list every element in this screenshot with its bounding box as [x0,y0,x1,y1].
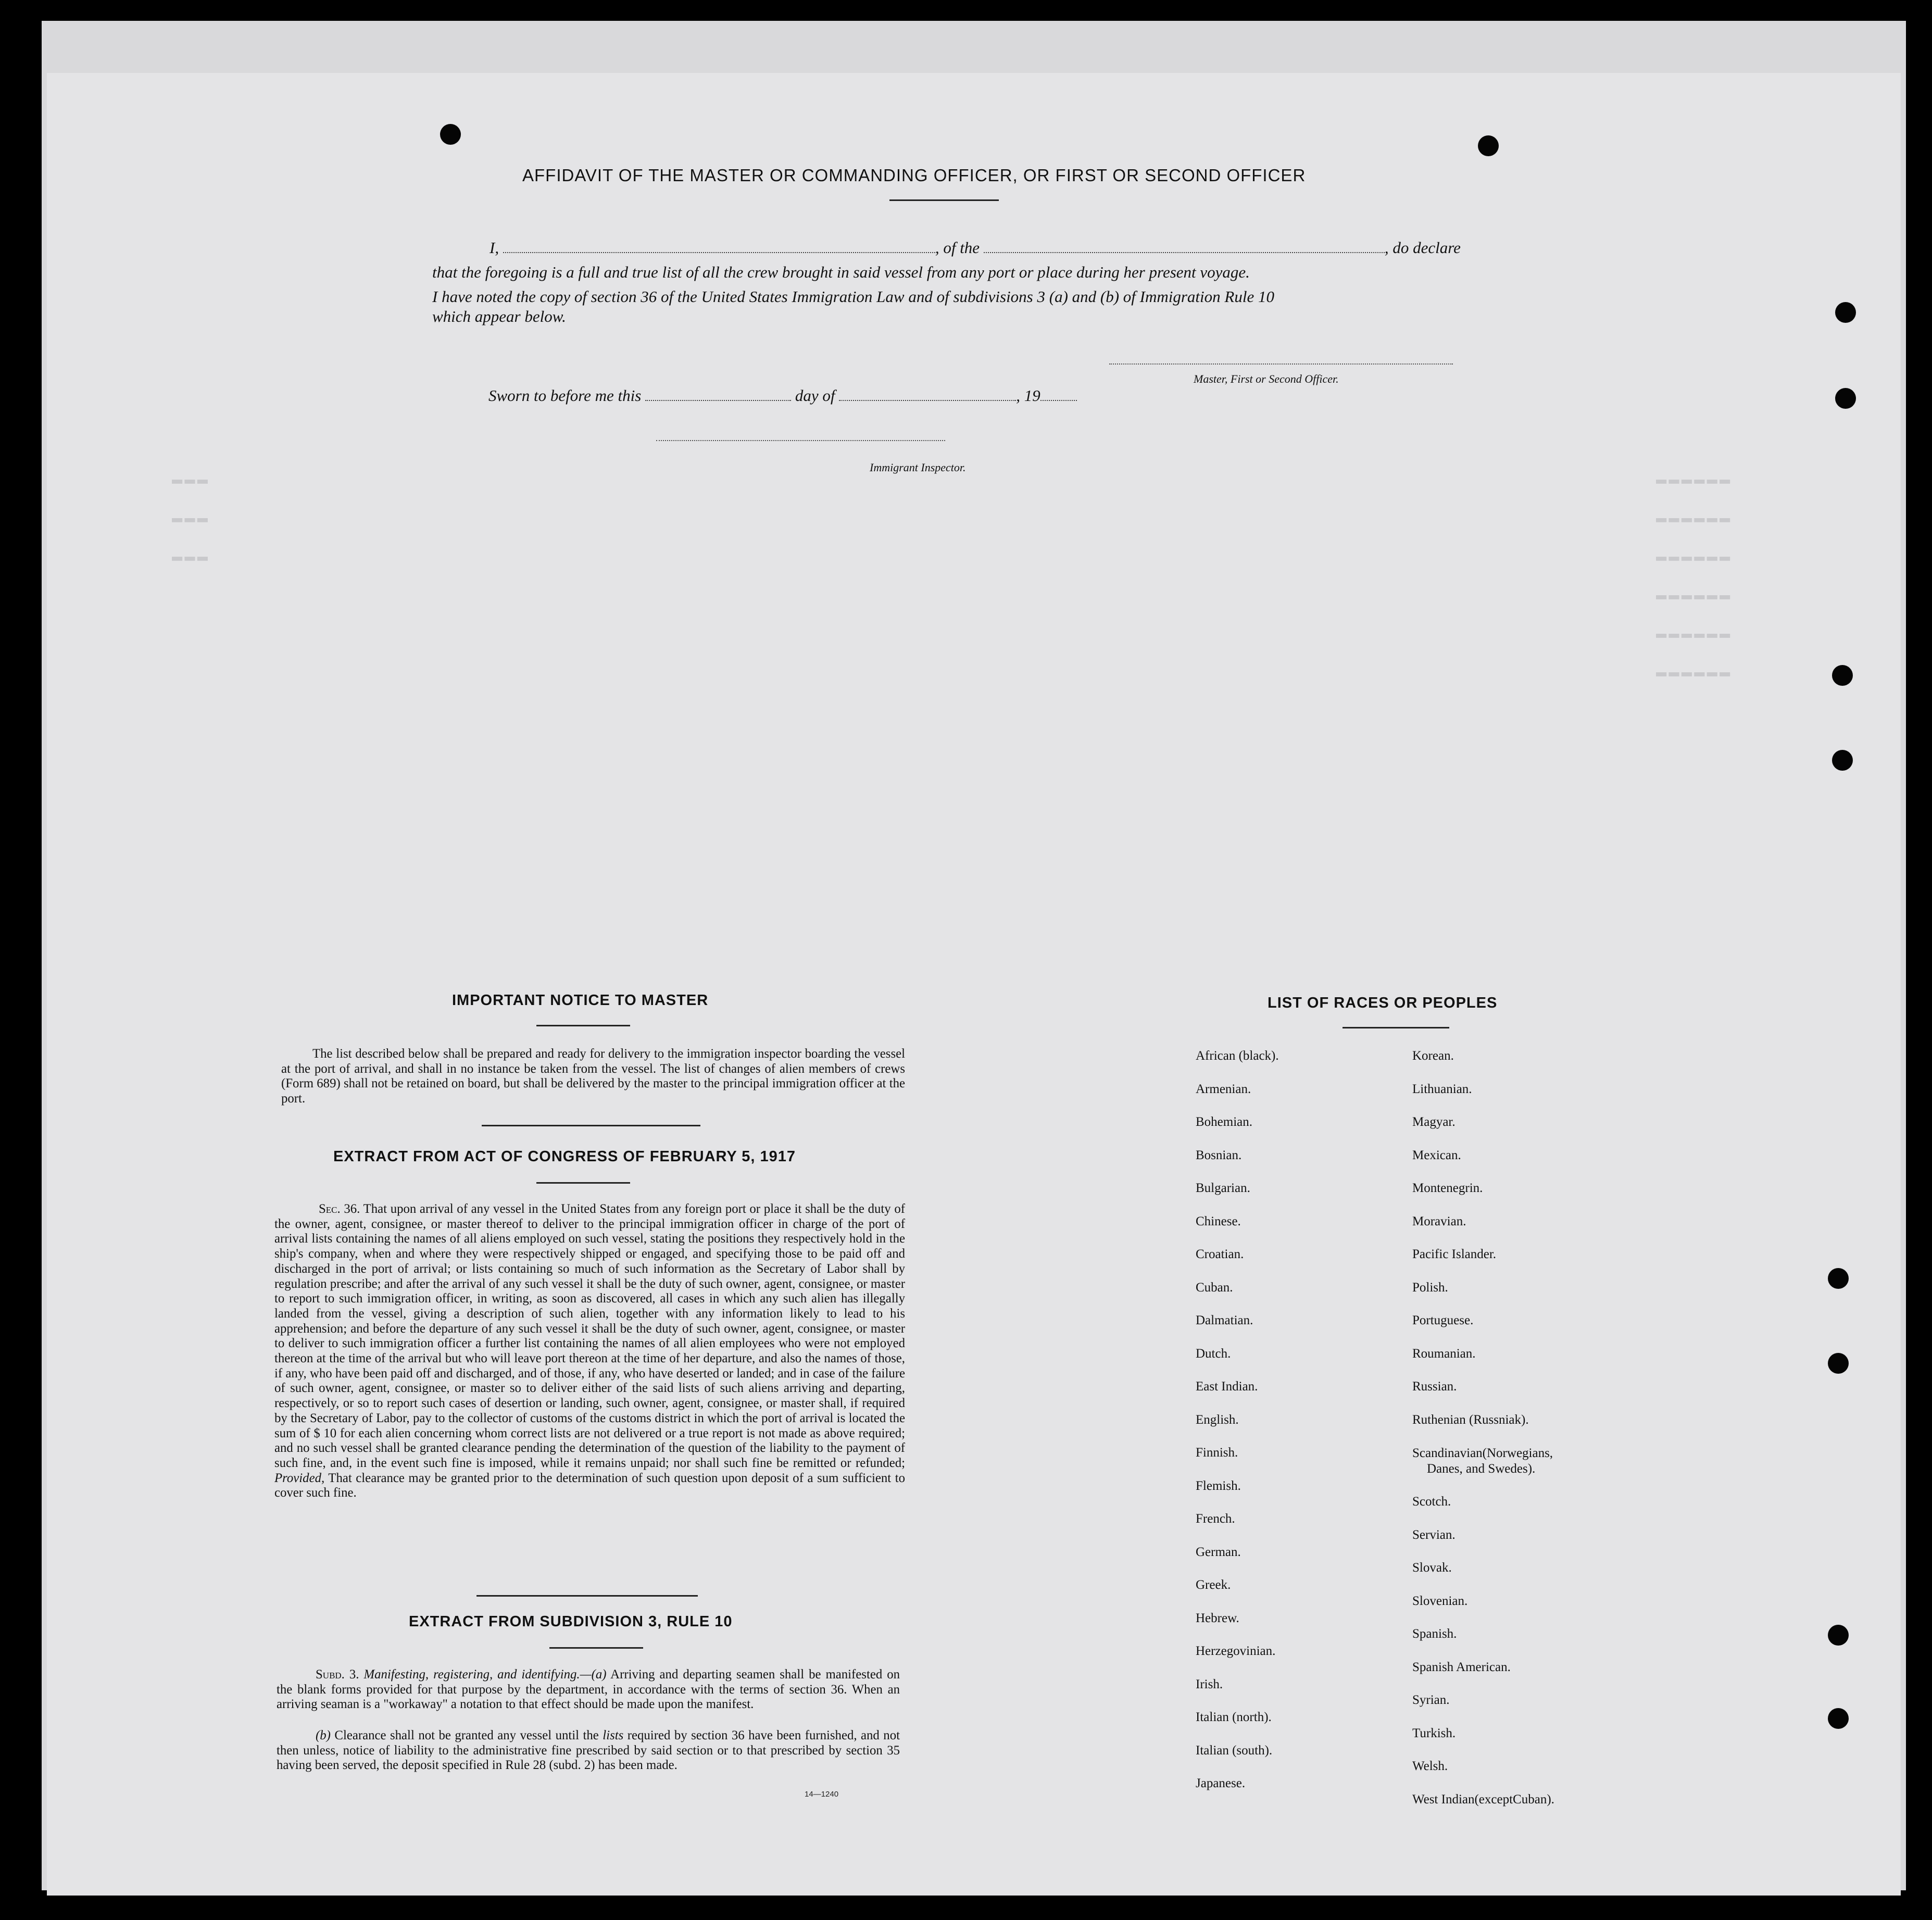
affidavit-line-1 [490,239,1461,257]
race-item: Turkish. [1412,1726,1456,1740]
sworn-month-field[interactable] [839,387,1016,401]
race-item: Korean. [1412,1049,1454,1063]
act-provided-word: Provided, [274,1471,325,1485]
notice-body [281,1047,905,1107]
affidavit-i-label: I, [490,239,499,257]
punch-hole-icon [1828,1708,1849,1729]
race-item: Ruthenian (Russniak). [1412,1412,1529,1427]
race-item: Spanish. [1412,1627,1457,1641]
punch-hole-icon [1832,750,1853,771]
act-extract-title-rule [536,1182,630,1184]
master-signature-field[interactable] [1109,363,1453,365]
punch-hole-icon [1832,665,1853,686]
race-item: West Indian(exceptCuban). [1412,1792,1554,1806]
race-item: Croatian. [1196,1247,1244,1261]
race-item: Moravian. [1412,1214,1466,1228]
race-item: Cuban. [1196,1280,1233,1295]
races-right-column [1412,1039,1554,1816]
race-item: Mexican. [1412,1148,1461,1162]
act-body-part-1: That upon arrival of any vessel in the United States from any foreign port or place it shall be the duty of the owner, agent, consignee, or master thereof to deliver to the principal immigration officer in charge of the port of arrival lists containing the names of all aliens employed on such vessel, stating the positions they respectively hold in the ship's company, when and where they were respectively shipped or engaged, and specifying those to be paid off and discharged in the port of arrival; or lists containing so much of such information as the Secretary of Labor shall by regulation prescribe; and after the arrival of any such vessel it shall be the duty of such owner, agent, consignee, or master to report to such immigration officer, in writing, as soon as discovered, all cases in which any such alien has illegally landed from the vessel, giving a description of such alien, together with any information likely to lead to his apprehension; and before the departure of any such vessel it shall be the duty of such owner, agent, consignee, or master to deliver to such immigration officer a further list containing the names of all alien employees who were not employed thereon at the time of the arrival but who will leave port thereon at the time of her departure, and also the names of those, if any, who have been paid off and discharged, and of those, if any, who have deserted or landed; and in case of the failure of such owner, agent, consignee, or master so to deliver either of the said lists of such aliens arriving and departing, respectively, or so to report such cases of desertion or landing, such owner, agent, consignee, or master shall, if required by the Secretary of Labor, pay to the collector of customs of the customs district in which the port of arrival is located the sum of $ 10 for each alien concerning whom correct lists are not delivered or a true report is not made as above required; and no such vessel shall be granted clearance pending the determination of the question of the liability to the payment of such fine, and, in the event such fine is imposed, while it remains unpaid; nor shall such fine be remitted or refunded; [274,1202,905,1470]
affidavit-title-rule [889,199,999,201]
rule-part-b-text-1: Clearance shall not be granted any vessel until the [334,1728,599,1742]
affidavit-title: AFFIDAVIT OF THE MASTER OR COMMANDING OFFICER, OR FIRST OR SECOND OFFICER [522,166,1306,185]
race-item: Flemish. [1196,1478,1241,1493]
sworn-day-of-label: day of [795,386,835,405]
rule-part-b-text-2: required by section 36 have been furnished, and not then unless, notice of liability to the administrative fine prescribed by said section or to that prescribed by section 35 having been served, the deposit specified in Rule 28 (subd. 2) has been made. [277,1728,900,1773]
act-sec-label: Sec. 36. [319,1202,360,1216]
affidavit-line-3: I have noted the copy of section 36 of the United States Immigration Law and of subdivisions 3 (a) and (b) of Immigration Rule 10 [432,287,1274,306]
sworn-line [488,386,1077,405]
notice-body-text: The list described below shall be prepared and ready for delivery to the immigration inspector boarding the vessel at the port of arrival, and shall in no instance be taken from the vessel. The list of changes of alien members of crews (Form 689) shall not be retained on board, but shall be delivered by the master to the principal immigration officer at the port. [281,1047,905,1106]
race-item: Servian. [1412,1527,1456,1542]
race-item: Russian. [1412,1379,1457,1394]
punch-hole-icon [1828,1353,1849,1374]
rule-part-b-lists-word: lists [603,1728,624,1742]
race-item: Chinese. [1196,1214,1241,1228]
bleed-through-column-right: ▬▬▬▬▬▬ ▬▬▬▬▬▬ ▬▬▬▬▬▬ ▬▬▬▬▬▬ ▬▬▬▬▬▬ ▬▬▬▬▬▬ [1656,470,1733,683]
race-item: Slovak. [1412,1561,1452,1575]
master-signature-label: Master, First or Second Officer. [1194,372,1339,385]
rule-extract-title: EXTRACT FROM SUBDIVISION 3, RULE 10 [409,1613,733,1630]
race-item: Slovenian. [1412,1593,1468,1608]
race-item: Bohemian. [1196,1115,1253,1129]
notice-title: IMPORTANT NOTICE TO MASTER [452,992,709,1009]
act-body-part-2: That clearance may be granted prior to the determination of such question upon deposit of a sum sufficient to cover such fine. [274,1471,905,1500]
race-item: Roumanian. [1412,1346,1476,1361]
race-item: Welsh. [1412,1759,1448,1773]
race-item: Montenegrin. [1412,1181,1483,1195]
punch-hole-icon [440,124,461,145]
punch-hole-icon [1828,1268,1849,1289]
race-item: Irish. [1196,1677,1223,1691]
race-item: Danes, and Swedes). [1427,1462,1536,1476]
race-item: Scotch. [1412,1495,1451,1509]
inspector-signature-field[interactable] [656,440,945,441]
affidavit-of-the-label: , of the [935,239,980,257]
rule-subd-heading: Manifesting, registering, and identifying.—(a) [363,1667,607,1681]
rule-extract-part-a [277,1667,900,1712]
race-item: Greek. [1196,1578,1231,1592]
race-item: Italian (south). [1196,1743,1273,1758]
sworn-prefix-label: Sworn to before me this [488,386,642,405]
punch-hole-icon [1828,1625,1849,1646]
race-item: Polish. [1412,1280,1448,1295]
race-item: Japanese. [1196,1776,1246,1790]
races-title: LIST OF RACES OR PEOPLES [1268,995,1498,1011]
notice-title-rule [536,1025,630,1026]
document-sheet [47,73,1901,1896]
sworn-year-label: , 19 [1016,386,1040,405]
race-item: Finnish. [1196,1446,1238,1460]
race-item: Portuguese. [1412,1313,1474,1327]
races-left-column [1196,1039,1279,1800]
race-item: Lithuanian. [1412,1082,1472,1096]
rule-part-a-text: Arriving and departing seamen shall be manifested on the blank forms provided for that purpose by the department, in accordance with the terms of section 36. When an arriving seaman is a "workaway" a notation to that effect should be made upon the manifest. [277,1667,900,1712]
race-item: Syrian. [1412,1693,1450,1707]
affidavit-do-declare-label: , do declare [1384,239,1461,257]
inspector-label: Immigrant Inspector. [870,461,966,474]
race-item: French. [1196,1512,1235,1526]
races-title-rule [1343,1027,1449,1028]
affidavit-line-2: that the foregoing is a full and true list of all the crew brought in said vessel from any port or place during her present voyage. [432,263,1250,281]
rule-subd-label: Subd. 3. [316,1667,359,1681]
race-item: Magyar. [1412,1115,1456,1129]
race-item: Hebrew. [1196,1611,1239,1625]
notice-divider [482,1125,700,1126]
race-item: Herzegovinian. [1196,1644,1276,1658]
affiant-name-field[interactable] [503,240,935,253]
affidavit-line-4: which appear below. [432,307,566,325]
race-item: African (black). [1196,1049,1279,1063]
act-extract-title: EXTRACT FROM ACT OF CONGRESS OF FEBRUARY 5, 1917 [333,1148,796,1165]
act-extract-body [274,1202,905,1501]
punch-hole-icon [1835,388,1856,409]
race-item: English. [1196,1412,1239,1427]
rule-extract-title-rule [549,1647,643,1649]
race-item: Bosnian. [1196,1148,1242,1162]
punch-hole-icon [1478,135,1499,156]
race-item: German. [1196,1545,1241,1559]
race-item: Spanish American. [1412,1660,1511,1674]
act-divider [476,1595,698,1597]
race-item: Dutch. [1196,1346,1231,1361]
race-item: Scandinavian(Norwegians, [1412,1446,1553,1460]
sworn-year-field[interactable] [1040,387,1077,401]
race-item: Dalmatian. [1196,1313,1253,1327]
form-code: 14—1240 [805,1790,839,1799]
race-item: Armenian. [1196,1082,1251,1096]
race-item: East Indian. [1196,1379,1258,1394]
vessel-name-field[interactable] [984,240,1385,253]
bleed-through-column-left: ▬▬▬ ▬▬▬ ▬▬▬ [172,470,210,567]
race-item: Italian (north). [1196,1710,1272,1724]
rule-part-b-label: (b) [316,1728,331,1742]
rule-extract-part-b [277,1728,900,1773]
punch-hole-icon [1835,302,1856,323]
race-item: Bulgarian. [1196,1181,1250,1195]
race-item: Pacific Islander. [1412,1247,1497,1261]
sworn-day-field[interactable] [645,387,791,401]
